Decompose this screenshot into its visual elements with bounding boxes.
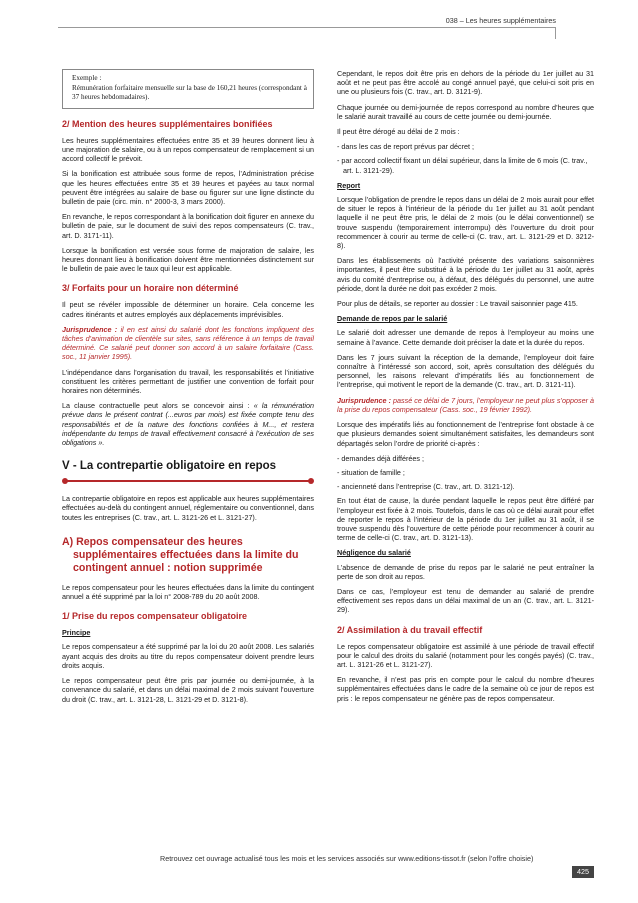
paragraph: Cependant, le repos doit être pris en dehors de la période du 1er juillet au 31 août et ne peut pas être accolé au congé annuel payé, que celui-ci soit pris en une ou plusieurs fois (C. trav., art. D. 3121-9). xyxy=(337,69,594,97)
paragraph: Chaque journée ou demi-journée de repos correspond au nombre d’heures que le salarié aurait travaillé au cours de cette journée ou demi-journée. xyxy=(337,102,594,121)
clause-intro: La clause contractuelle peut alors se concevoir ainsi : xyxy=(62,401,254,411)
clause-quote: « la rémunération prévue dans le présent contrat (...euros par mois) est fixée compte tenu des responsabilités et de la nature des fonctions confiées à M..., et restera indépendante du temps de travail effectivement consacré à l’exécution de ses obligations ». xyxy=(62,401,314,448)
jurisprudence-note xyxy=(62,325,314,362)
list-item: - situation de famille ; xyxy=(337,467,405,477)
jurisprudence-text: passé ce délai de 7 jours, l’employeur ne peut plus s’opposer à la prise du repos compensateur (Cass. soc., 19 février 1992). xyxy=(337,395,595,414)
list-item: - par accord collectif fixant un délai supérieur, dans la limite de 6 mois (C. trav., art. L. 3121-29). xyxy=(337,156,588,175)
paragraph: En revanche, il n’est pas pris en compte pour le calcul du nombre d’heures supplémentaires effectuées dans le cadre de la semaine où ce jour de repos est pris : le repos compensateur ne génère pas de repos compensateur. xyxy=(337,675,594,703)
subheading-negligence: Négligence du salarié xyxy=(337,548,411,558)
jurisprudence-label: Jurisprudence : xyxy=(337,395,391,405)
paragraph: La contrepartie obligatoire en repos est applicable aux heures supplémentaires effectuées au-delà du contingent annuel, réglementaire ou conventionnel, dans toutes les entreprises (C. trav., art. L. 3121-26 et L. 3121-27). xyxy=(62,494,314,522)
jurisprudence-text: il en est ainsi du salarié dont les fonctions impliquent des tâches d’animation de clientèle sur sites, sans référence à un temps de travail déterminé. Ce salarié peut donner son accord à un salaire forfaitaire (Cass. soc., 11 janvier 1995). xyxy=(62,324,315,362)
left-column xyxy=(62,69,314,710)
paragraph: Le repos compensateur a été supprimé par la loi du 20 août 2008. Les salariés ayant acquis des droits au titre du repos compensateur doivent prendre leurs droits acquis. xyxy=(62,642,314,670)
section-rule xyxy=(62,476,314,486)
subheading-report: Report xyxy=(337,180,361,190)
paragraph: Il peut être dérogé au délai de 2 mois : xyxy=(337,127,460,137)
paragraph: Le repos compensateur obligatoire est assimilé à une période de travail effectif pour le calcul des droits du salarié (notamment pour les congés payés) (C. trav., art. L. 3121-26 et L. 3121-27). xyxy=(337,641,594,669)
paragraph: Lorsque l’obligation de prendre le repos dans un délai de 2 mois aurait pour effet de situer le repos à l’intérieur de la période du 1er juillet au 31 août pendant laquelle il ne peut être pris, le délai de 2 mois (ou le délai conventionnel) se trouve suspendu (temporairement interrompu) dès l’ouverture du droit pour recommencer à courir au terme de celle-ci (C. trav., art. L. 3121-29 et D. 3212-8). xyxy=(337,195,594,251)
paragraph: Le salarié doit adresser une demande de repos à l’employeur au moins une semaine à l’avance. Cette demande doit préciser la date et la durée du repos. xyxy=(337,328,594,347)
jurisprudence-note xyxy=(337,396,594,414)
header-rule xyxy=(58,27,556,28)
footer-note: Retrouvez cet ouvrage actualisé tous les mois et les services associés sur www.editions-tissot.fr (selon l’offre choisie) xyxy=(160,854,534,863)
paragraph: En revanche, le repos correspondant à la bonification doit figurer en annexe du bulletin de paie, sur le document de suivi des repos compensateurs (C. trav., art. D. 3171-11). xyxy=(62,212,314,240)
example-box xyxy=(62,69,314,109)
paragraph: Si la bonification est attribuée sous forme de repos, l’Administration précise que les heures effectuées entre 35 et 39 heures et payées au taux normal peuvent être intégrées au salaire de base ou figurer sur une ligne distincte du bulletin de paie (circ. min. n° 2000-3, 3 mars 2000). xyxy=(62,169,314,206)
section-title-contrepartie: V - La contrepartie obligatoire en repos xyxy=(62,460,277,473)
list-item: - demandes déjà différées ; xyxy=(337,453,424,463)
heading-mention-heures-bonifiees: 2/ Mention des heures supplémentaires bonifiées xyxy=(62,118,273,129)
list-item: - ancienneté dans l’entreprise (C. trav., art. D. 3121-12). xyxy=(337,482,515,492)
paragraph: En tout état de cause, la durée pendant laquelle le repos peut être différé par l’employeur est fixée à 2 mois. Toutefois, dans le cas où ce délai aurait pour effet de reporter le repos à l’intérieur de la période du 1er juillet au 31 août, il se trouve suspendu dès l’ouverture de cette période pour recommencer à courir au terme de celle-ci (C. trav., art. D. 3121-13). xyxy=(337,496,594,543)
heading-repos-compensateur-limite: A) Repos compensateur des heures supplémentaires effectuées dans la limite du contingent annuel : notion supprimée xyxy=(62,535,299,574)
rule-dot-right xyxy=(308,478,314,484)
paragraph: Le repos compensateur pour les heures effectuées dans la limite du contingent annuel a été supprimé par la loi n° 2008-789 du 20 août 2008. xyxy=(62,582,314,602)
paragraph: Les heures supplémentaires effectuées entre 35 et 39 heures donnent lieu à une majoration de salaire, ou à un repos compensateur de remplacement si un accord collectif le prévoit. xyxy=(62,135,314,164)
paragraph: Il peut se révéler impossible de déterminer un horaire. Cela concerne les cadres itinérants et autres employés aux déplacements imprévisibles. xyxy=(62,300,314,319)
jurisprudence-label: Jurisprudence : xyxy=(62,324,118,334)
paragraph: Lorsque la bonification est versée sous forme de majoration de salaire, les heures donnant lieu à bonification doivent être mentionnées distinctement sur le bulletin de paie avec le taux qui leur est applicable. xyxy=(62,245,314,274)
example-text: Rémunération forfaitaire mensuelle sur la base de 160,21 heures (correspondant à 37 heures hebdomadaires). xyxy=(72,83,307,102)
subheading-demande-repos: Demande de repos par le salarié xyxy=(337,314,448,324)
paragraph: Pour plus de détails, se reporter au dossier : Le travail saisonnier page 415. xyxy=(337,299,578,309)
paragraph: Le repos compensateur peut être pris par journée ou demi-journée, à la convenance du salarié, et dans un délai maximal de 2 mois suivant l’ouverture du droit (C. trav., art. L. 3121-28, L. 3121-29 et D. 3121-8). xyxy=(62,676,314,704)
paragraph: Dans ce cas, l’employeur est tenu de demander au salarié de prendre effectivement ses repos dans un délai maximal de un an (C. trav., art. L. 3121-29). xyxy=(337,586,594,615)
running-header: 038 – Les heures supplémentaires xyxy=(445,16,556,25)
heading-assimilation-travail-effectif: 2/ Assimilation à du travail effectif xyxy=(337,624,483,635)
heading-forfaits-horaire-non-determine: 3/ Forfaits pour un horaire non déterminé xyxy=(62,283,239,294)
page-number: 425 xyxy=(572,866,594,878)
rule-bar xyxy=(66,480,310,482)
paragraph: L’absence de demande de prise du repos par le salarié ne peut entraîner la perte de son droit au repos. xyxy=(337,562,594,581)
right-column xyxy=(337,69,594,709)
list-item: - dans les cas de report prévus par décret ; xyxy=(337,142,475,152)
paragraph: Lorsque des impératifs liés au fonctionnement de l’entreprise font obstacle à ce que plusieurs demandes soient simultanément satisfaites, les demandeurs sont départagés selon l’ordre de priorité ci-après : xyxy=(337,420,594,448)
paragraph: Dans les 7 jours suivant la réception de la demande, l’employeur doit faire connaître à l’intéressé son accord, soit, après consultation des délégués du personnel, les raisons relevant d’impératifs liés au fonctionnement de l’entreprise, qui motivent le report de la demande (C. trav., art. D. 3121-11). xyxy=(337,352,594,390)
subheading-principe: Principe xyxy=(62,628,91,638)
contract-clause-paragraph xyxy=(62,401,314,447)
paragraph: Dans les établissements où l’activité présente des variations saisonnières importantes, il peut être substitué à la période du 1er juillet au 31 août, après avis du comité d’entreprise ou, à défaut, des délégués du personnel, une autre période, dont la durée ne doit pas excéder 2 mois. xyxy=(337,256,594,293)
heading-prise-repos-compensateur: 1/ Prise du repos compensateur obligatoire xyxy=(62,611,248,622)
example-label: Exemple : xyxy=(72,74,102,82)
paragraph: L’indépendance dans l’organisation du travail, les responsabilités et l’initiative constituent les critères permettant de justifier une convention de forfait pour horaires non déterminés. xyxy=(62,367,314,396)
header-rule-tick xyxy=(555,27,556,39)
